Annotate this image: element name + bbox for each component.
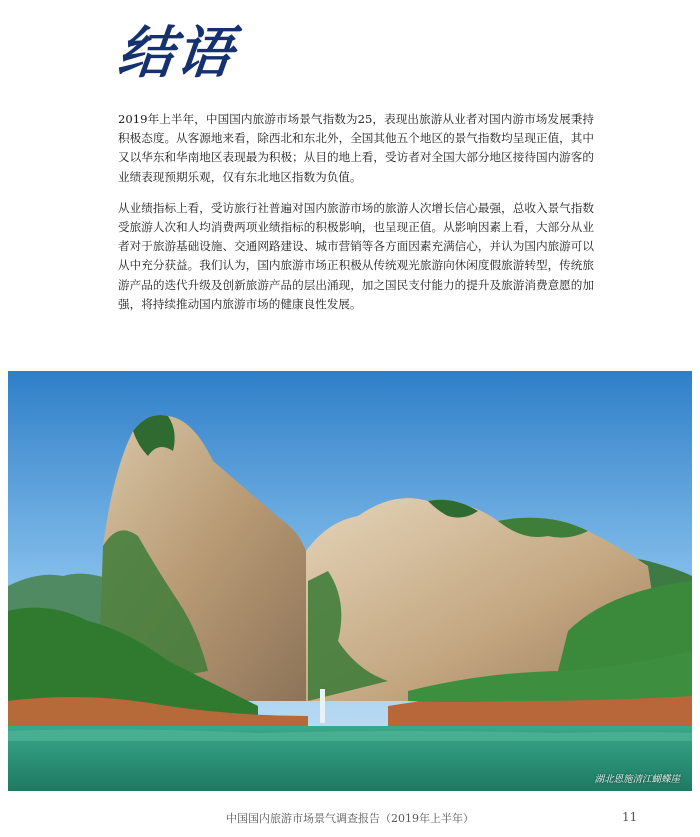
landscape-photo xyxy=(8,371,692,791)
paragraph-2: 从业绩指标上看，受访旅行社普遍对国内旅游市场的旅游人次增长信心最强，总收入景气指数受旅游人次和人均消费两项业绩指标的积极影响，也呈现正值。从影响因素上看，大部分从业者对于旅游基础设施、交通网路建设、城市营销等各方面因素充满信心，并认为国内旅游可以从中充分获益。我们认为，国内旅游市场正积极从传统观光旅游向休闲度假旅游转型，传统旅游产品的迭代升级及创新旅游产品的层出涌现，加之国民支付能力的提升及旅游消费意愿的加强，将持续推动国内旅游市场的健康良性发展。 xyxy=(118,200,594,311)
body-text xyxy=(118,110,594,326)
page-number: 11 xyxy=(622,810,638,824)
page-title: 结语 xyxy=(114,21,238,86)
paragraph-1: 2019年上半年，中国国内旅游市场景气指数为25，表现出旅游从业者对国内游市场发展秉持积极态度。从客源地来看，除西北和东北外，全国其他五个地区的景气指数均呈现正值，其中又以华东和华南地区表现最为积极；从目的地上看，受访者对全国大部分地区接待国内游客的业绩表现预期乐观，仅有东北地区指数为负值。 xyxy=(118,112,594,184)
photo-caption: 湖北恩施清江蝴蝶崖 xyxy=(594,774,680,785)
page-footer xyxy=(0,806,700,828)
footer-title: 中国国内旅游市场景气调查报告（2019年上半年） xyxy=(226,812,474,825)
